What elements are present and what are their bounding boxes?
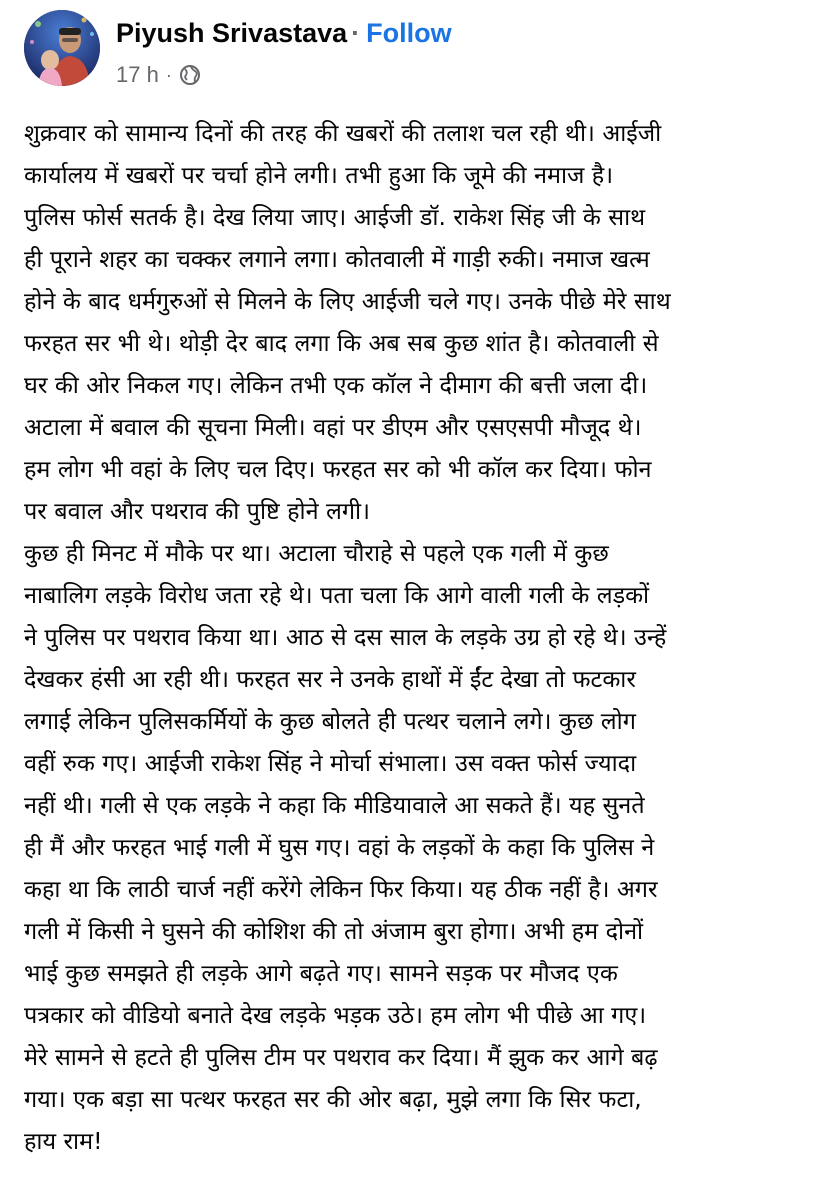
avatar-photo — [24, 10, 100, 86]
author-line — [116, 18, 452, 49]
post-text-line: लगाई लेकिन पुलिसकर्मियों के कुछ बोलते ही पत्थर चलाने लगे। कुछ लोग — [24, 707, 636, 735]
post-text-line: घर की ओर निकल गए। लेकिन तभी एक कॉल ने दीमाग की बत्ती जला दी। — [24, 371, 648, 399]
post-text-line: भाई कुछ समझते ही लड़के आगे बढ़ते गए। सामने सड़क पर मौजद एक — [24, 959, 618, 987]
post-text-line: कार्यालय में खबरों पर चर्चा होने लगी। तभी हुआ कि जूमे की नमाज है। — [24, 161, 614, 189]
author-avatar[interactable] — [24, 10, 100, 86]
post-text-line: कहा था कि लाठी चार्ज नहीं करेंगे लेकिन फिर किया। यह ठीक नहीं है। अगर — [24, 875, 658, 903]
post-text-line: नाबालिग लड़के विरोध जता रहे थे। पता चला कि आगे वाली गली के लड़कों — [24, 581, 650, 609]
post-text-line: ने पुलिस पर पथराव किया था। आठ से दस साल के लड़के उग्र हो रहे थे। उन्हें — [24, 623, 667, 651]
post-header — [24, 10, 804, 90]
follow-button[interactable]: Follow — [366, 18, 452, 48]
post-text-line: ही मैं और फरहत भाई गली में घुस गए। वहां के लड़कों के कहा कि पुलिस ने — [24, 833, 655, 861]
post-text-line: नहीं थी। गली से एक लड़के ने कहा कि मीडियावाले आ सकते हैं। यह सुनते — [24, 791, 645, 819]
post-meta — [116, 62, 201, 88]
post-text-line: पुलिस फोर्स सतर्क है। देख लिया जाए। आईजी डॉ. राकेश सिंह जी के साथ — [24, 203, 646, 231]
post-text-line: होने के बाद धर्मगुरुओं से मिलने के लिए आईजी चले गए। उनके पीछे मेरे साथ — [24, 287, 671, 315]
post-text-line: हम लोग भी वहां के लिए चल दिए। फरहत सर को भी कॉल कर दिया। फोन — [24, 455, 652, 483]
name-separator: · — [351, 18, 361, 48]
post-text-line: देखकर हंसी आ रही थी। फरहत सर ने उनके हाथों में ईंट देखा तो फटकार — [24, 665, 636, 693]
globe-icon[interactable] — [179, 64, 201, 86]
post-text-line: पर बवाल और पथराव की पुष्टि होने लगी। — [24, 497, 370, 525]
post-text-line: ही पूराने शहर का चक्कर लगाने लगा। कोतवाली में गाड़ी रुकी। नमाज खत्म — [24, 245, 650, 273]
author-name[interactable]: Piyush Srivastava — [116, 18, 348, 48]
post-text-line: वहीं रुक गए। आईजी राकेश सिंह ने मोर्चा संभाला। उस वक्त फोर्स ज्यादा — [24, 749, 637, 777]
post-text-line: कुछ ही मिनट में मौके पर था। अटाला चौराहे से पहले एक गली में कुछ — [24, 539, 609, 567]
post-text-line: पत्रकार को वीडियो बनाते देख लड़के भड़क उठे। हम लोग भी पीछे आ गए। — [24, 1001, 647, 1029]
post-text-line: गया। एक बड़ा सा पत्थर फरहत सर की ओर बढ़ा, मुझे लगा कि सिर फटा, — [24, 1085, 642, 1113]
post-timestamp[interactable]: 17 h — [116, 62, 159, 87]
post-body — [24, 112, 814, 1162]
post-text-line: हाय राम! — [24, 1127, 103, 1155]
post-text-line: शुक्रवार को सामान्य दिनों की तरह की खबरों की तलाश चल रही थी। आईजी — [24, 119, 662, 147]
meta-separator: · — [165, 64, 172, 85]
post-text-line: गली में किसी ने घुसने की कोशिश की तो अंजाम बुरा होगा। अभी हम दोनों — [24, 917, 644, 945]
post-text-line: मेरे सामने से हटते ही पुलिस टीम पर पथराव कर दिया। मैं झुक कर आगे बढ़ — [24, 1043, 658, 1071]
post-text-line: फरहत सर भी थे। थोड़ी देर बाद लगा कि अब सब कुछ शांत है। कोतवाली से — [24, 329, 659, 357]
post-text-line: अटाला में बवाल की सूचना मिली। वहां पर डीएम और एसएसपी मौजूद थे। — [24, 413, 642, 441]
